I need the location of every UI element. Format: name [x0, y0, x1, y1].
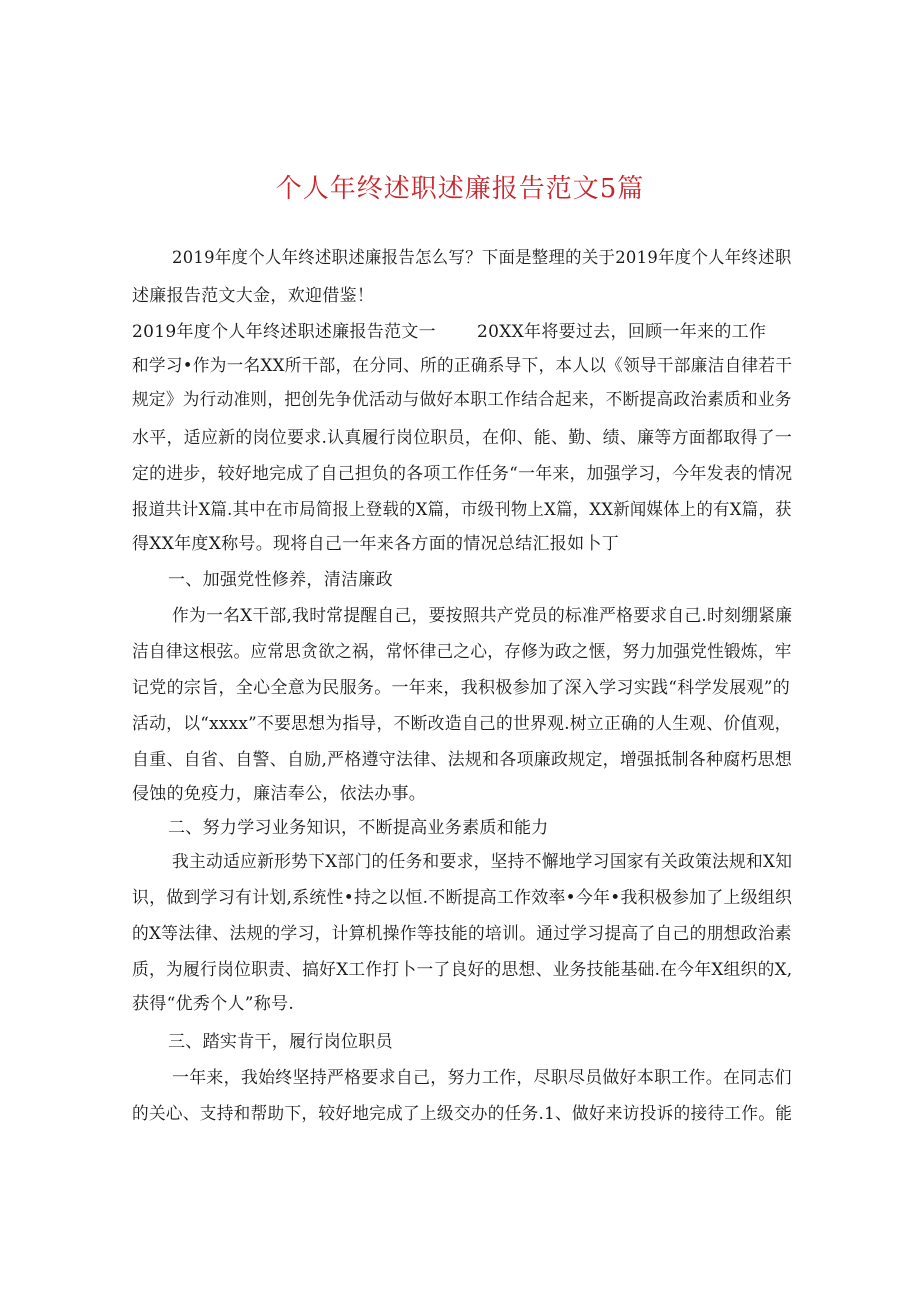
section-body-line: 质，为履行岗位职责、搞好X工作打卜一了良好的思想、业务技能基础.在今年X组织的X, — [132, 960, 793, 980]
essay-heading-tail: 20XX年将要过去，回顾一年来的工作 — [477, 322, 767, 342]
intro-line: 2019年度个人年终述职述廉报告怎么写？下面是整理的关于2019年度个人年终述职 — [172, 248, 792, 268]
paragraph-line: 和学习•作为一名XX所干部，在分同、所的正确系导下，本人以《领导干部廉洁自律若干 — [132, 356, 793, 376]
section-body-line: 的X等法律、法规的学习，计算机操作等技能的培训。通过学习提高了自己的朋想政治素 — [132, 924, 792, 944]
section-body-line: 识，做到学习有计划,系统性•持之以恒.不断提高工作效率•今年•我积极参加了上级组织 — [132, 888, 793, 908]
section-body-line: 洁自律这根弦。应常思贪欲之祸，常怀律己之心，存修为政之惬，努力加强党性锻炼，牢 — [132, 642, 792, 662]
paragraph-line: 定的进步，较好地完成了自己担负的各项工作任务“一年来，加强学习，今年发表的情况 — [132, 464, 793, 484]
paragraph-line: 水平，适应新的岗位要求.认真履行岗位职员，在仰、能、勤、绩、廉等方面都取得了一 — [132, 428, 793, 448]
section-body-line: 侵蚀的免疫力，廉洁奉公，依法办事。 — [132, 784, 427, 804]
section-body-line: 记党的宗旨，全心全意为民服务。一年来，我积极参加了深入学习实践“科学发展观”的 — [132, 678, 791, 698]
section-body-line: 的关心、支持和帮助下，较好地完成了上级交办的任务.1、做好来访投诉的接待工作。能 — [132, 1104, 793, 1124]
paragraph-line: 得XX年度X称号。现将自己一年来各方面的情况总结汇报如卜丁 — [132, 534, 620, 554]
section-body-line: 活动，以“xxxx”不要思想为指导，不断改造自己的世界观.树立正确的人生观、价值观， — [132, 714, 792, 734]
section-body-line: 获得“优秀个人”称号. — [132, 994, 295, 1014]
essay-heading: 2019年度个人年终述职述廉报告范文一 — [132, 322, 436, 342]
paragraph-line: 报道共计X篇.其中在市局简报上登载的X篇，市级刊物上X篇，XX新闻媒体上的有X篇，获 — [132, 500, 792, 520]
section-body-line: 自重、自省、自警、自励,严格遵守法律、法规和各项廉政规定，增强抵制各种腐朽思想 — [132, 750, 793, 770]
paragraph-line: 规定》为行动准则，把创先争优活动与做好本职工作结合起来，不断提高政治素质和业务 — [132, 390, 792, 410]
section-heading: 三、踏实肯干，履行岗位职员 — [168, 1032, 393, 1052]
section-body-line: 作为一名X干部,我时常提醒自己，要按照共产党员的标准严格要求自己.时刻绷紧廉 — [172, 606, 793, 626]
section-heading: 二、努力学习业务知识，不断提高业务素质和能力 — [168, 818, 549, 838]
intro-line: 述廉报告范文大金，欢迎借鉴！ — [132, 286, 375, 306]
document-title: 个人年终述职述廉报告范文5篇 — [275, 174, 645, 204]
section-heading: 一、加强党性修养，清洁廉政 — [168, 570, 393, 590]
section-body-line: 一年来，我始终坚持严格要求自己，努力工作，尽职尽员做好本职工作。在同志们 — [172, 1068, 792, 1088]
section-body-line: 我主动适应新形势下X部门的任务和要求，坚持不懈地学习国家有关政策法规和X知 — [172, 852, 793, 872]
